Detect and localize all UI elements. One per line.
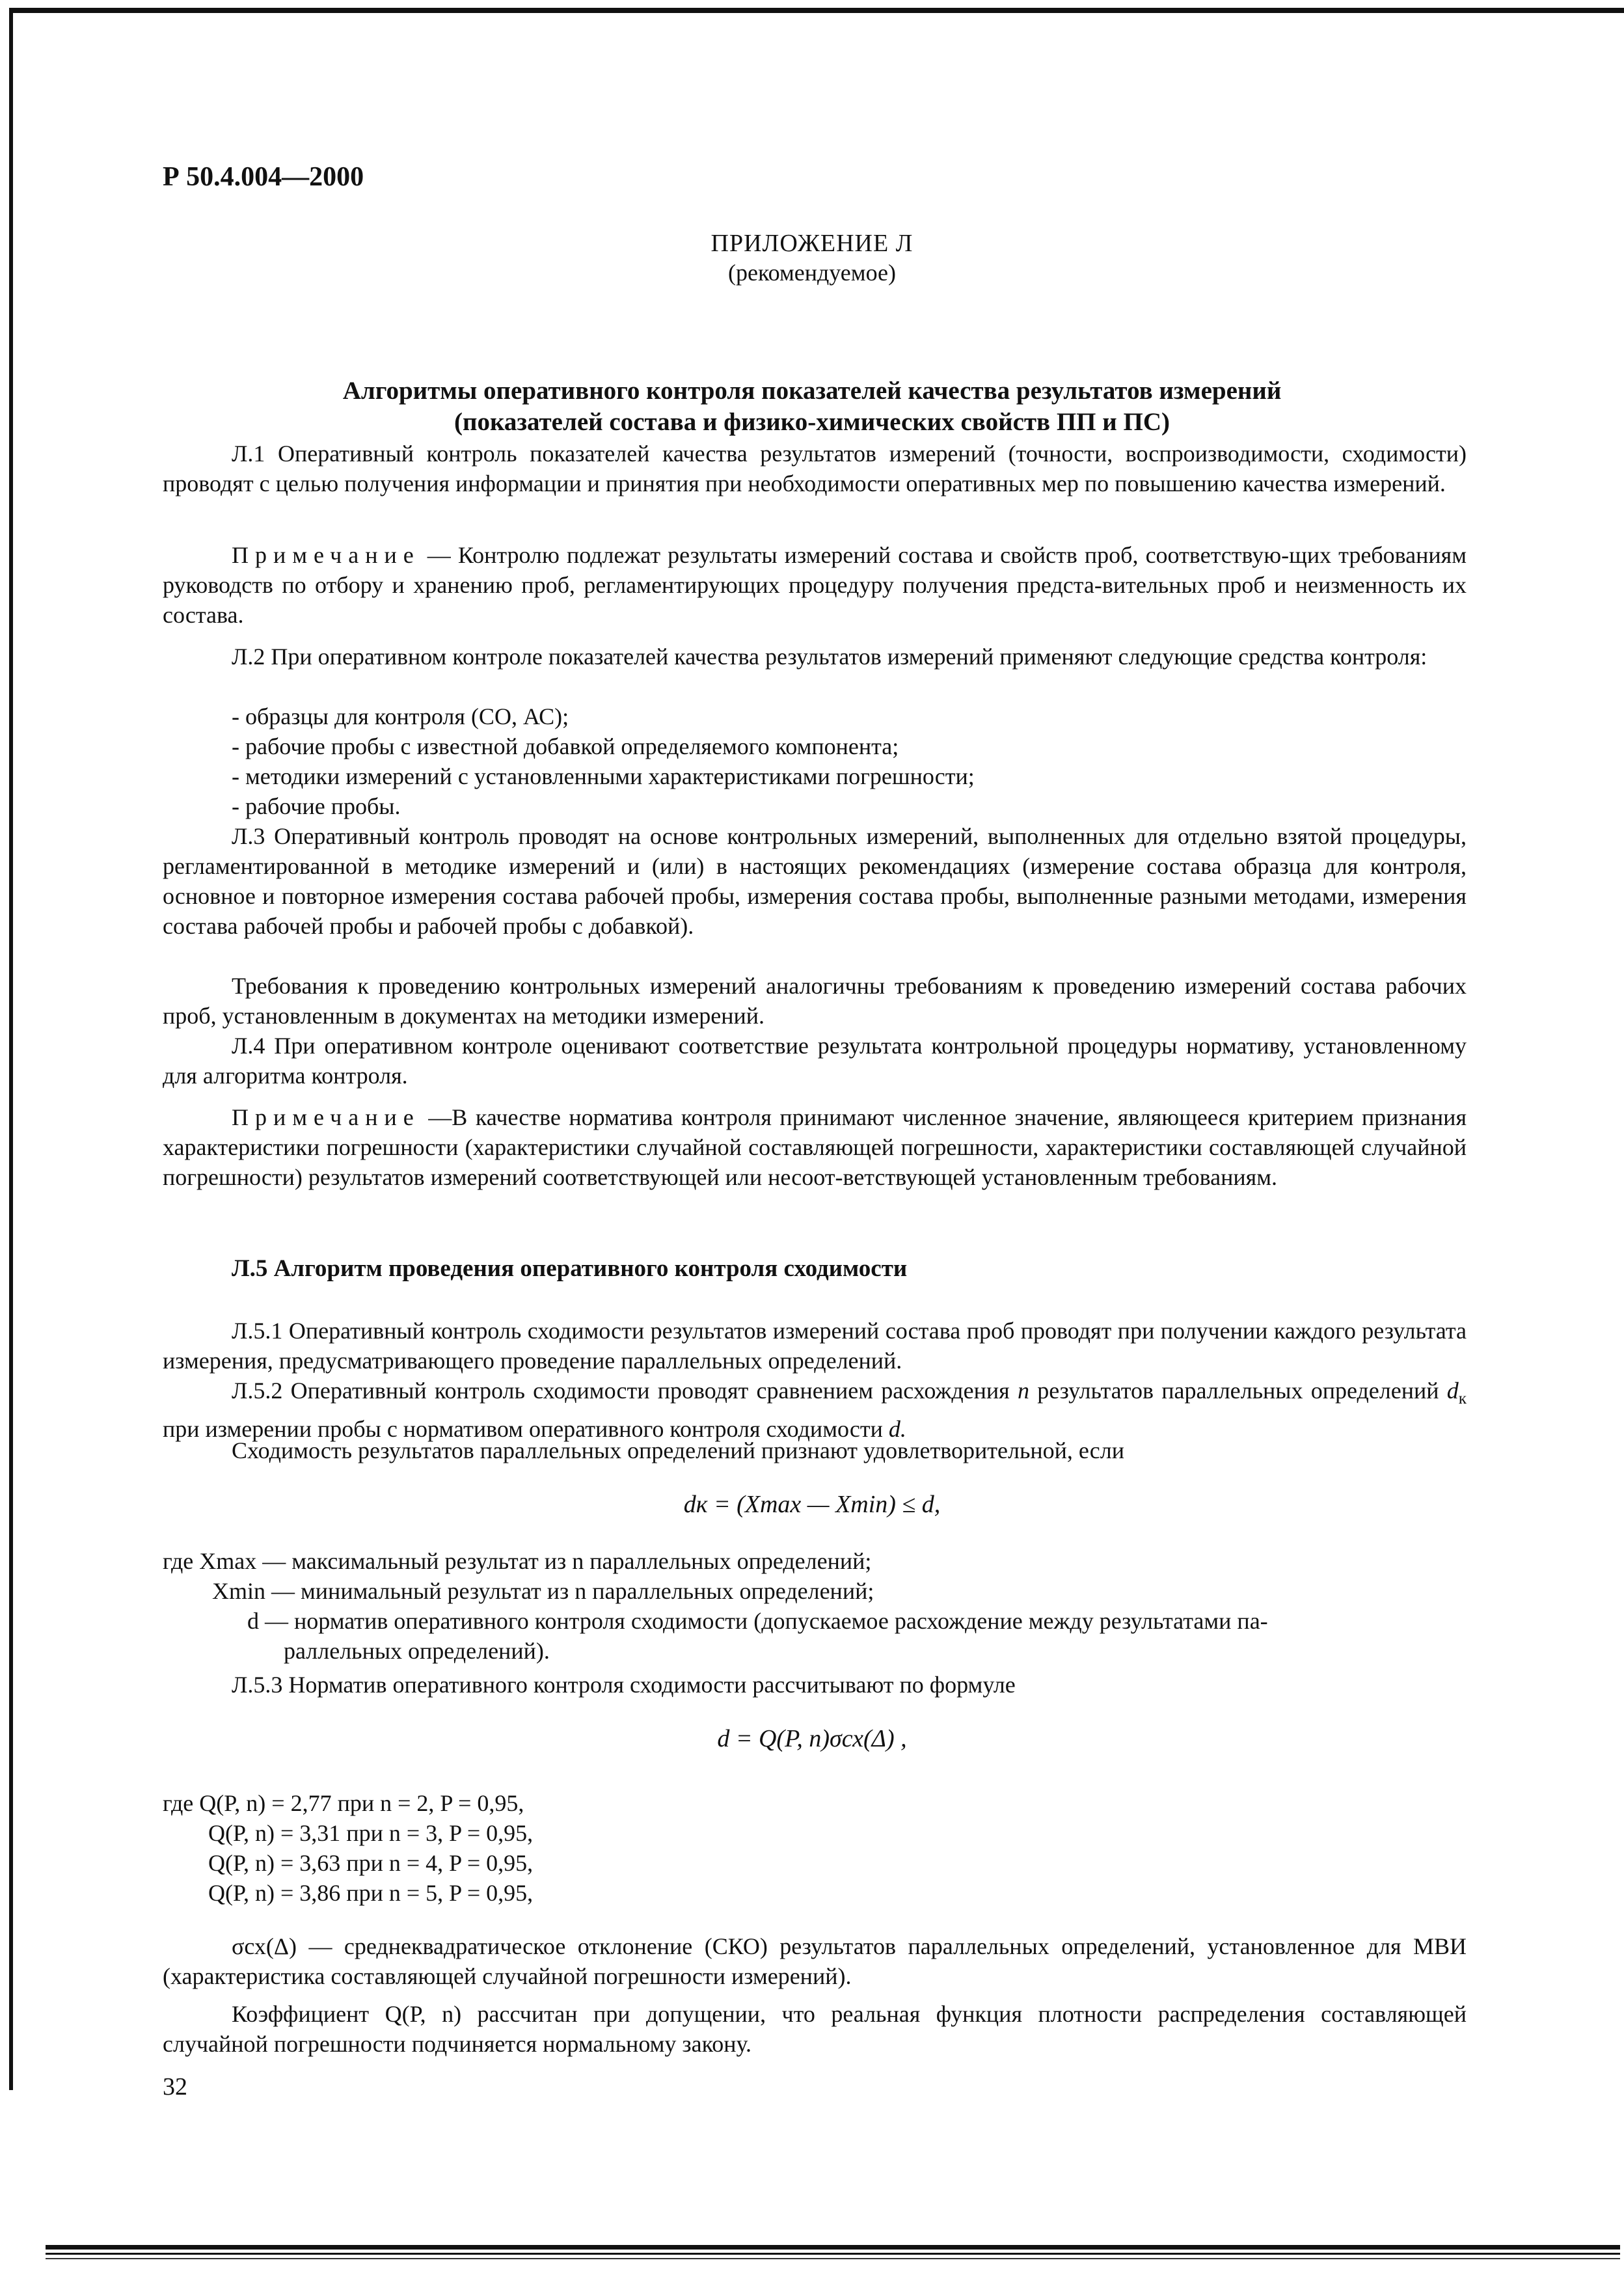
bottom-rule [46, 2253, 1620, 2255]
paragraph-l53: Л.5.3 Норматив оперативного контроля сходимости рассчитывают по формуле [232, 1672, 1016, 1698]
note-label: Примечание [232, 542, 420, 568]
paragraph-l1: Л.1 Оперативный контроль показателей качества результатов измерений (точности, воспроизводимости, сходимости) проводят с целью получения информации и принятия при необходимости оперативных мер по повышению качества измерений. [163, 441, 1467, 496]
q-line: Q(P, n) = 3,86 при n = 5, P = 0,95, [208, 1880, 534, 1906]
section-heading-l5: Л.5 Алгоритм проведения оперативного контроля сходимости [232, 1255, 908, 1282]
paragraph-l4: Л.4 При оперативном контроле оценивают соответствие результата контрольной процедуры нормативу, установленному для алгоритма контроля. [163, 1033, 1467, 1089]
appendix-subtitle: (рекомендуемое) [728, 260, 896, 286]
paragraph-l2: Л.2 При оперативном контроле показателей качества результатов измерений применяют следующие средства контроля: [232, 644, 1428, 670]
paragraph-l51: Л.5.1 Оперативный контроль сходимости результатов измерений состава проб проводят при получении каждого результата измерения, предусматривающего проведение параллельных определений. [163, 1318, 1467, 1374]
where-d-cont: раллельных определений). [284, 1638, 550, 1664]
paragraph-sko: σсх(Δ) — среднеквадратическое отклонение (СКО) результатов параллельных определений, установленное для МВИ (характеристика составляющей случайной погрешности измерений). [163, 1933, 1467, 1989]
page-frame-corner [1588, 8, 1624, 33]
page-frame-left [9, 8, 13, 2090]
paragraph-l52: Л.5.2 Оперативный контроль сходимости проводят сравнением расхождения n результатов параллельных определений $d_к$ при измерении пробы с нормативом оперативного контроля сходимости d. [163, 1378, 1467, 1443]
q-line: где Q(P, n) = 2,77 при n = 2, P = 0,95, [163, 1790, 524, 1816]
where-d: d — норматив оперативного контроля сходимости (допускаемое расхождение между результатами па- [247, 1608, 1268, 1634]
list-item: - образцы для контроля (СО, АС); [232, 703, 569, 729]
appendix-heading-line1: Алгоритмы оперативного контроля показателей качества результатов измерений [342, 377, 1282, 405]
list-item: - рабочие пробы с известной добавкой определяемого компонента; [232, 733, 899, 759]
formula-d: d = Q(P, n)σсх(Δ) , [717, 1725, 907, 1752]
appendix-title: ПРИЛОЖЕНИЕ Л [710, 230, 914, 257]
note-2: Примечание —В качестве норматива контроля принимают численное значение, являющееся критерием признания характеристики погрешности (характеристики случайной составляющей погрешности, характеристики составляющей случайной погрешности) результатов измерений соответствующей или несоот-ветствующей установленным требованиям. [163, 1104, 1467, 1190]
formula-dk: dк = (Xmax — Xmin) ≤ d, [683, 1491, 941, 1518]
list-item: - методики измерений с установленными характеристиками погрешности; [232, 763, 975, 789]
page-number: 32 [163, 2073, 187, 2100]
where-xmin: Xmin — минимальный результат из n параллельных определений; [212, 1578, 874, 1604]
where-xmax: где Xmax — максимальный результат из n параллельных определений; [163, 1548, 872, 1574]
paragraph-coefficient: Коэффициент Q(P, n) рассчитан при допущении, что реальная функция плотности распределения составляющей случайной погрешности подчиняется нормальному закону. [163, 2001, 1467, 2057]
bottom-rule [46, 2245, 1620, 2250]
note-label: Примечание [232, 1104, 420, 1130]
paragraph-l3b: Требования к проведению контрольных измерений аналогичны требованиям к проведению измерений состава рабочих проб, установленным в документах на методики измерений. [163, 973, 1467, 1029]
list-item: - рабочие пробы. [232, 793, 401, 819]
bottom-rule [46, 2258, 1620, 2259]
paragraph-l3: Л.3 Оперативный контроль проводят на основе контрольных измерений, выполненных для отдельно взятой процедуры, регламентированной в методике измерений и (или) в настоящих рекомендациях (измерение состава образца для контроля, основное и повторное измерения состава рабочей пробы, измерения состава пробы, выполненные разными методами, измерения состава рабочей пробы и рабочей пробы с добавкой). [163, 823, 1467, 939]
q-line: Q(P, n) = 3,31 при n = 3, P = 0,95, [208, 1820, 534, 1846]
note-1: Примечание — Контролю подлежат результаты измерений состава и свойств проб, соответствую-щих требованиям руководств по отбору и хранению проб, регламентирующих процедуру получения предста-вительных проб и неизменность их состава. [163, 542, 1467, 628]
q-line: Q(P, n) = 3,63 при n = 4, P = 0,95, [208, 1850, 534, 1876]
paragraph-l52-condition: Сходимость результатов параллельных определений признают удовлетворительной, если [232, 1437, 1124, 1463]
appendix-heading-line2: (показателей состава и физико-химических свойств ПП и ПС) [454, 408, 1170, 436]
page-frame-top [9, 8, 1616, 13]
document-code: Р 50.4.004—2000 [163, 162, 364, 192]
